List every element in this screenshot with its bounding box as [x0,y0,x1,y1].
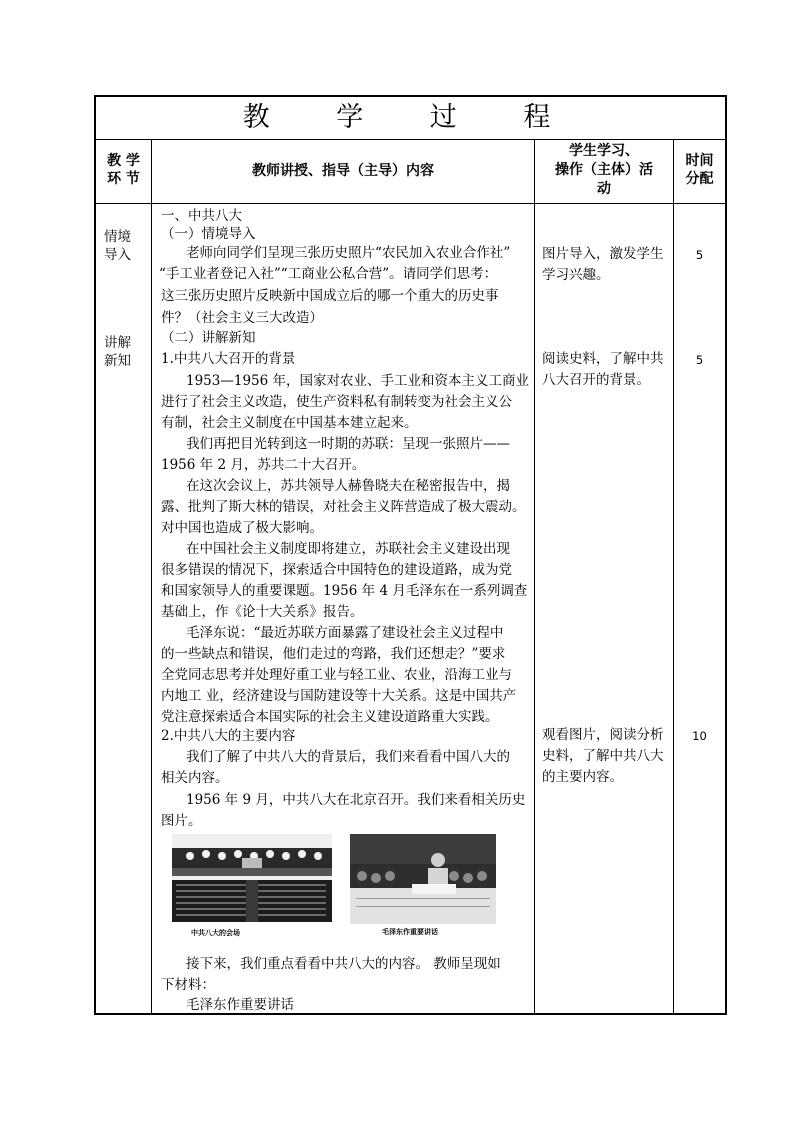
header-row-divider [94,203,727,204]
paragraph-line: 件？（社会主义三大改造） [161,310,323,326]
activity-3-line1: 观看图片，阅读分析 [542,727,664,743]
column-divider-1 [151,139,152,1014]
paragraph-line: 进行了社会主义改造，使生产资料私有制转变为社会主义公 [161,394,512,410]
header-student-line2: 操作（主体）活 [555,162,653,178]
stage-intro-line2: 导入 [104,247,131,263]
header-time-line1: 时间 [685,153,714,169]
activity-1-line2: 学习兴趣。 [542,267,610,283]
header-stage [96,153,151,187]
header-student-line3: 动 [597,181,611,197]
paragraph-line: 1956 年 9 月，中共八大在北京召开。我们来看相关历史 [186,792,526,808]
paragraph-line: 1953—1956 年，国家对农业、手工业和资本主义工商业 [186,373,530,389]
header-student [535,143,673,197]
table-border-left [94,95,96,1015]
paragraph-line: 基础上，作《论十大关系》报告。 [161,604,364,620]
activity-3-line2: 史料，了解中共八大 [542,748,664,764]
photo-caption-congress-hall: 中共八大的会场 [191,929,240,937]
paragraph-line: 下材料： [161,977,215,993]
column-divider-3 [673,139,674,1014]
header-student-line1: 学生学习、 [569,143,639,159]
heading-intro: （一）情境导入 [161,226,256,242]
time-value-2: 5 [695,353,704,367]
paragraph-line: 在中国社会主义制度即将建立，苏联社会主义建设出现 [186,541,510,557]
table-border-right [725,95,727,1015]
page-title: 教 学 过 程 [242,102,580,133]
activity-2-line1: 阅读史料，了解中共 [542,351,664,367]
paragraph-line: 老师向同学们呈现三张历史照片“农民加入农业合作社” [186,245,511,261]
stage-new-line2: 新知 [104,353,131,369]
activity-1-line1: 图片导入，激发学生 [542,246,664,262]
paragraph-line: 毛泽东说：“最近苏联方面暴露了建设社会主义过程中 [186,625,504,641]
photo-mao-speech [350,834,496,924]
paragraph-line: 我们再把目光转到这一时期的苏联：呈现一张照片—— [186,436,510,452]
header-stage-line1: 教 学 [107,153,140,169]
paragraph-line: 和国家领导人的重要课题。1956 年 4 月毛泽东在一系列调查 [161,583,528,599]
paragraph-line: 很多错误的情况下，探索适合中国特色的建设道路，成为党 [161,562,512,578]
time-value-3: 10 [692,729,707,743]
paragraph-line: 在这次会议上，苏共领导人赫鲁晓夫在秘密报告中，揭 [186,478,510,494]
paragraph-line: 的一些缺点和错误，他们走过的弯路，我们还想走？”要求 [161,646,506,662]
photo-congress-hall [172,834,332,922]
title-row-divider [94,139,727,140]
paragraph-line: 对中国也造成了极大影响。 [161,520,323,536]
stage-new-line1: 讲解 [104,335,131,351]
header-stage-line2: 环 节 [107,171,140,187]
paragraph-line: 图片。 [161,813,202,829]
heading-new-knowledge: （二）讲解新知 [161,330,256,346]
table-border-top [94,95,727,97]
paragraph-line: 全党同志思考并处理好重工业与轻工业、农业，沿海工业与 [161,667,512,683]
paragraph-line: “手工业者登记入社”“工商业公私合营”。请同学们思考： [159,266,498,282]
paragraph-line: 1956 年 2 月，苏共二十大召开。 [161,457,366,473]
paragraph-line: 毛泽东作重要讲话 [186,997,294,1013]
header-time-line2: 分配 [685,171,714,187]
time-value-1: 5 [695,248,704,262]
paragraph-line: 接下来，我们重点看看中共八大的内容。 教师呈现如 [186,956,501,972]
activity-3-line3: 的主要内容。 [542,769,623,785]
activity-2-line2: 八大召开的背景。 [542,372,650,388]
paragraph-line: 有制，社会主义制度在中国基本建立起来。 [161,415,418,431]
header-teacher: 教师讲授、指导（主导）内容 [252,163,434,179]
paragraph-line: 露、批判了斯大林的错误，对社会主义阵营造成了极大震动。 [161,499,526,515]
paragraph-line: 这三张历史照片反映新中国成立后的哪一个重大的历史事 [161,288,499,304]
paragraph-line: 相关内容。 [161,770,229,786]
heading-section-1: 一、中共八大 [161,208,242,224]
heading-background: 1.中共八大召开的背景 [161,351,296,367]
paragraph-line: 我们了解了中共八大的背景后，我们来看看中国八大的 [186,749,510,765]
column-divider-2 [534,139,535,1014]
photo-caption-mao-speech: 毛泽东作重要讲话 [382,928,438,936]
paragraph-line: 内地工 业，经济建设与国防建设等十大关系。这是中国共产 [161,688,517,704]
heading-main-content: 2.中共八大的主要内容 [161,728,296,744]
stage-intro-line1: 情境 [104,229,131,245]
paragraph-line: 党注意探索适合本国实际的社会主义建设道路重大实践。 [161,709,499,725]
header-time [674,153,725,187]
